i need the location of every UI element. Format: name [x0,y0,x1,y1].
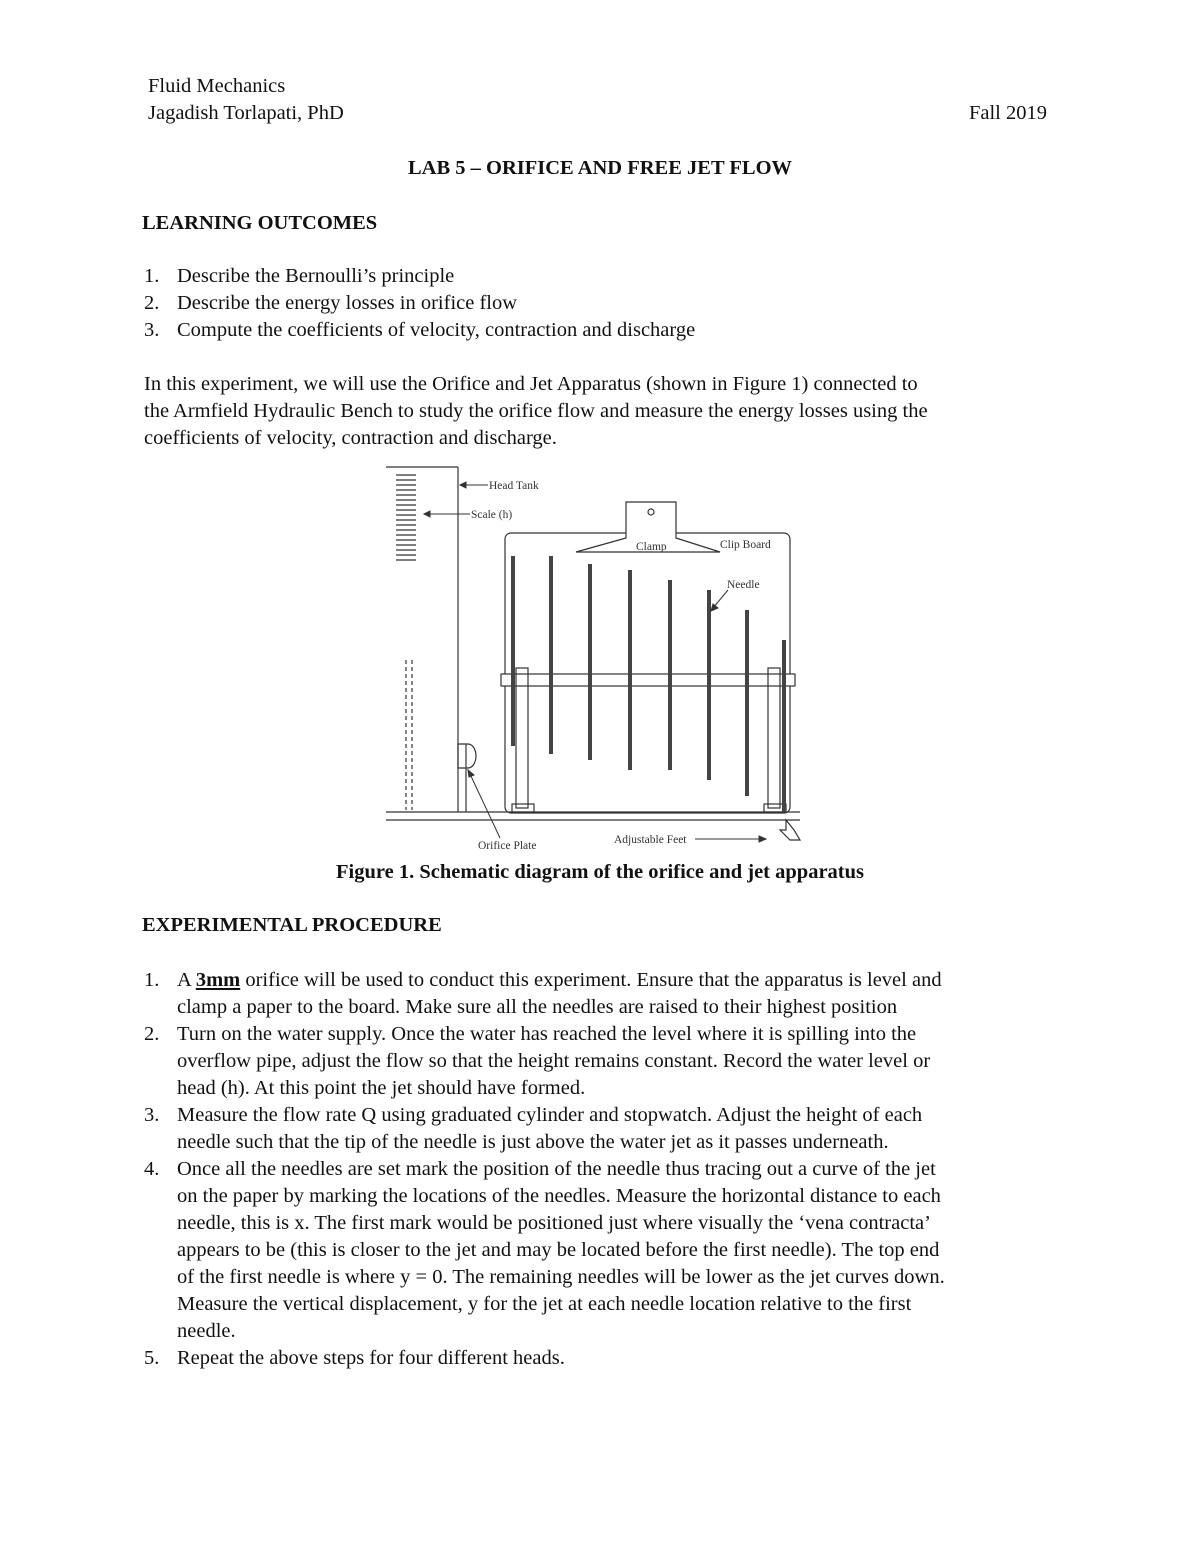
term: Fall 2019 [968,102,1047,124]
list-item: 3. Measure the flow rate Q using graduated cylinder and stopwatch. Adjust the height of each needle such that the tip of the needle is just above the water jet as it passes underneath. [144,1104,923,1153]
scale-ticks [396,475,416,560]
head-tank-label: Head Tank [489,480,539,492]
orifice-size: 3mm [195,969,241,991]
scale-label: Scale (h) [471,509,513,521]
figure-caption: Figure 1. Schematic diagram of the orifice and jet apparatus [336,861,864,883]
instructor-name: Jagadish Torlapati, PhD [148,102,344,124]
page-title: LAB 5 – ORIFICE AND FREE JET FLOW [407,157,793,179]
list-item: 2. Describe the energy losses in orifice flow [144,292,518,314]
procedure-heading: EXPERIMENTAL PROCEDURE [142,914,442,936]
adjustable-foot [780,820,800,840]
procedure-list [144,967,945,1372]
clip-board-label: Clip Board [720,539,771,551]
needle-label: Needle [727,579,760,591]
list-item: 5. Repeat the above steps for four different heads. [144,1347,565,1369]
list-item: 1. A 3mm orifice will be used to conduct this experiment. Ensure that the apparatus is level and clamp a paper to the board. Make sure all the needles are raised to their highest position [144,969,942,1018]
list-item: 2. Turn on the water supply. Once the water has reached the level where it is spilling into the overflow pipe, adjust the flow so that the height remains constant. Record the water level or head (h). At this point the jet should have formed. [144,1023,931,1099]
list-item: 4. Once all the needles are set mark the position of the needle thus tracing out a curve of the jet on the paper by marking the locations of the needles. Measure the horizontal distance to each needle, this is x. The first mark would be positioned just where visually the ‘vena contracta’ appears to be (this is closer to the jet and may be located before the first needle). The top end of the first needle is where y = 0. The remaining needles will be lower as the jet curves down. Measure the vertical displacement, y for the jet at each needle location relative to the first needle. [144,1158,945,1342]
course-name: Fluid Mechanics [148,75,286,97]
learning-outcomes-heading: LEARNING OUTCOMES [142,212,378,234]
list-item: 1. Describe the Bernoulli’s principle [144,265,455,287]
needle-crossbar [501,674,795,686]
list-item: 3. Compute the coefficients of velocity, contraction and discharge [144,319,696,341]
orifice-plate [458,744,476,768]
apparatus-figure [380,462,820,854]
intro-paragraph: In this experiment, we will use the Orifice and Jet Apparatus (shown in Figure 1) connected to the Armfield Hydraulic Bench to study the orifice flow and measure the energy losses using the coefficients of velocity, contraction and discharge. [144,373,928,449]
clamp-label: Clamp [636,541,667,553]
left-post [516,668,528,808]
learning-outcomes-list [144,263,695,344]
orifice-plate-label: Orifice Plate [478,840,537,852]
right-post [768,668,780,808]
adjustable-feet-label: Adjustable Feet [614,834,687,846]
